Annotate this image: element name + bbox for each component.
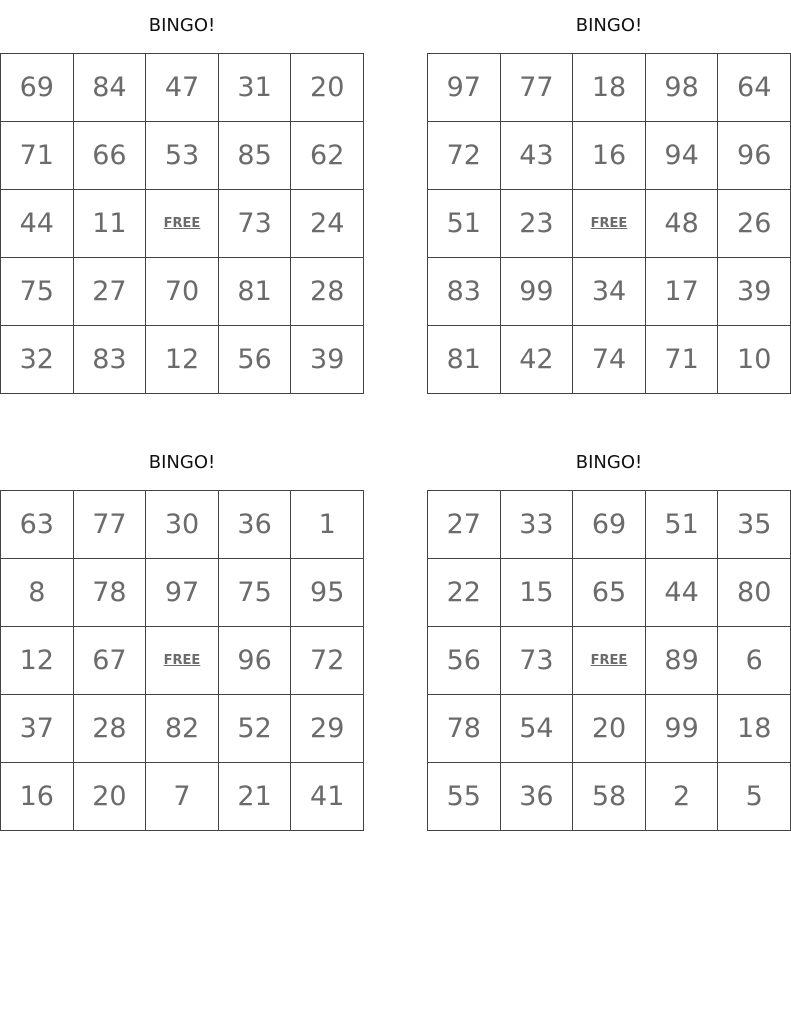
grid-cell: 97 [428,54,501,122]
grid-cell: 27 [73,258,146,326]
grid-cell: 72 [428,122,501,190]
grid-cell: 34 [573,258,646,326]
grid-cell: 84 [73,54,146,122]
free-space-cell: FREE [573,190,646,258]
card-title: BINGO! [148,452,216,473]
grid-cell: 20 [291,54,364,122]
grid-cell: 39 [291,326,364,394]
grid-cell: 71 [645,326,718,394]
grid-cell: 28 [73,695,146,763]
grid-cell: 1 [291,491,364,559]
grid-row [428,491,791,559]
grid-cell: 12 [146,326,219,394]
grid-cell: 44 [1,190,74,258]
grid-cell: 47 [146,54,219,122]
grid-cell: 18 [718,695,791,763]
card-title: BINGO! [148,15,216,36]
grid-row [1,763,364,831]
grid-cell: 77 [500,54,573,122]
grid-cell: 15 [500,559,573,627]
grid-row [1,695,364,763]
grid-cell: 83 [73,326,146,394]
grid-cell: 17 [645,258,718,326]
grid-cell: 8 [1,559,74,627]
grid-cell: 89 [645,627,718,695]
grid-row [1,491,364,559]
grid-row [428,258,791,326]
grid-cell: 69 [573,491,646,559]
grid-cell: 22 [428,559,501,627]
grid-cell: 73 [218,190,291,258]
free-space-cell: FREE [146,190,219,258]
grid-row [1,190,364,258]
grid-cell: 33 [500,491,573,559]
grid-cell: 81 [428,326,501,394]
grid-row [428,763,791,831]
grid-cell: 54 [500,695,573,763]
grid-cell: 6 [718,627,791,695]
grid-cell: 55 [428,763,501,831]
grid-cell: 5 [718,763,791,831]
grid-cell: 21 [218,763,291,831]
grid-cell: 42 [500,326,573,394]
grid-row [1,122,364,190]
grid-row [428,122,791,190]
grid-cell: 78 [428,695,501,763]
grid-cell: 24 [291,190,364,258]
grid-cell: 94 [645,122,718,190]
grid-row [428,695,791,763]
grid-cell: 70 [146,258,219,326]
grid-row [1,258,364,326]
grid-cell: 74 [573,326,646,394]
grid-cell: 77 [73,491,146,559]
grid-cell: 44 [645,559,718,627]
card-title: BINGO! [575,15,643,36]
grid-cell: 20 [573,695,646,763]
grid-cell: 31 [218,54,291,122]
grid-cell: 18 [573,54,646,122]
grid-cell: 67 [73,627,146,695]
grid-cell: 51 [428,190,501,258]
grid-row [1,627,364,695]
grid-cell: 48 [645,190,718,258]
free-space-cell: FREE [146,627,219,695]
free-space-cell: FREE [573,627,646,695]
card-title: BINGO! [575,452,643,473]
grid-row [428,190,791,258]
grid-cell: 30 [146,491,219,559]
grid-cell: 35 [718,491,791,559]
grid-cell: 65 [573,559,646,627]
grid-cell: 36 [218,491,291,559]
grid-cell: 82 [146,695,219,763]
grid-cell: 51 [645,491,718,559]
grid-row [1,326,364,394]
bingo-grid [0,53,364,394]
bingo-grid [0,490,364,831]
grid-cell: 10 [718,326,791,394]
grid-cell: 99 [500,258,573,326]
bingo-grid [427,490,791,831]
grid-cell: 69 [1,54,74,122]
bingo-grid [427,53,791,394]
grid-cell: 56 [428,627,501,695]
grid-cell: 56 [218,326,291,394]
grid-row [428,559,791,627]
grid-cell: 43 [500,122,573,190]
grid-row [1,54,364,122]
grid-cell: 71 [1,122,74,190]
grid-cell: 26 [718,190,791,258]
grid-cell: 39 [718,258,791,326]
grid-cell: 75 [1,258,74,326]
grid-cell: 29 [291,695,364,763]
grid-row [428,627,791,695]
grid-cell: 53 [146,122,219,190]
grid-cell: 52 [218,695,291,763]
grid-cell: 75 [218,559,291,627]
grid-cell: 16 [573,122,646,190]
grid-cell: 80 [718,559,791,627]
grid-cell: 36 [500,763,573,831]
grid-cell: 73 [500,627,573,695]
grid-cell: 66 [73,122,146,190]
grid-row [428,54,791,122]
grid-cell: 81 [218,258,291,326]
grid-cell: 12 [1,627,74,695]
grid-cell: 16 [1,763,74,831]
grid-cell: 23 [500,190,573,258]
grid-cell: 11 [73,190,146,258]
grid-row [1,559,364,627]
grid-cell: 20 [73,763,146,831]
grid-cell: 37 [1,695,74,763]
grid-cell: 63 [1,491,74,559]
grid-row [428,326,791,394]
grid-cell: 72 [291,627,364,695]
grid-cell: 98 [645,54,718,122]
grid-cell: 78 [73,559,146,627]
grid-cell: 2 [645,763,718,831]
grid-cell: 97 [146,559,219,627]
grid-cell: 85 [218,122,291,190]
grid-cell: 28 [291,258,364,326]
grid-cell: 32 [1,326,74,394]
grid-cell: 96 [218,627,291,695]
grid-cell: 96 [718,122,791,190]
grid-cell: 99 [645,695,718,763]
grid-cell: 64 [718,54,791,122]
grid-cell: 62 [291,122,364,190]
grid-cell: 27 [428,491,501,559]
grid-cell: 58 [573,763,646,831]
grid-cell: 7 [146,763,219,831]
grid-cell: 95 [291,559,364,627]
grid-cell: 41 [291,763,364,831]
grid-cell: 83 [428,258,501,326]
